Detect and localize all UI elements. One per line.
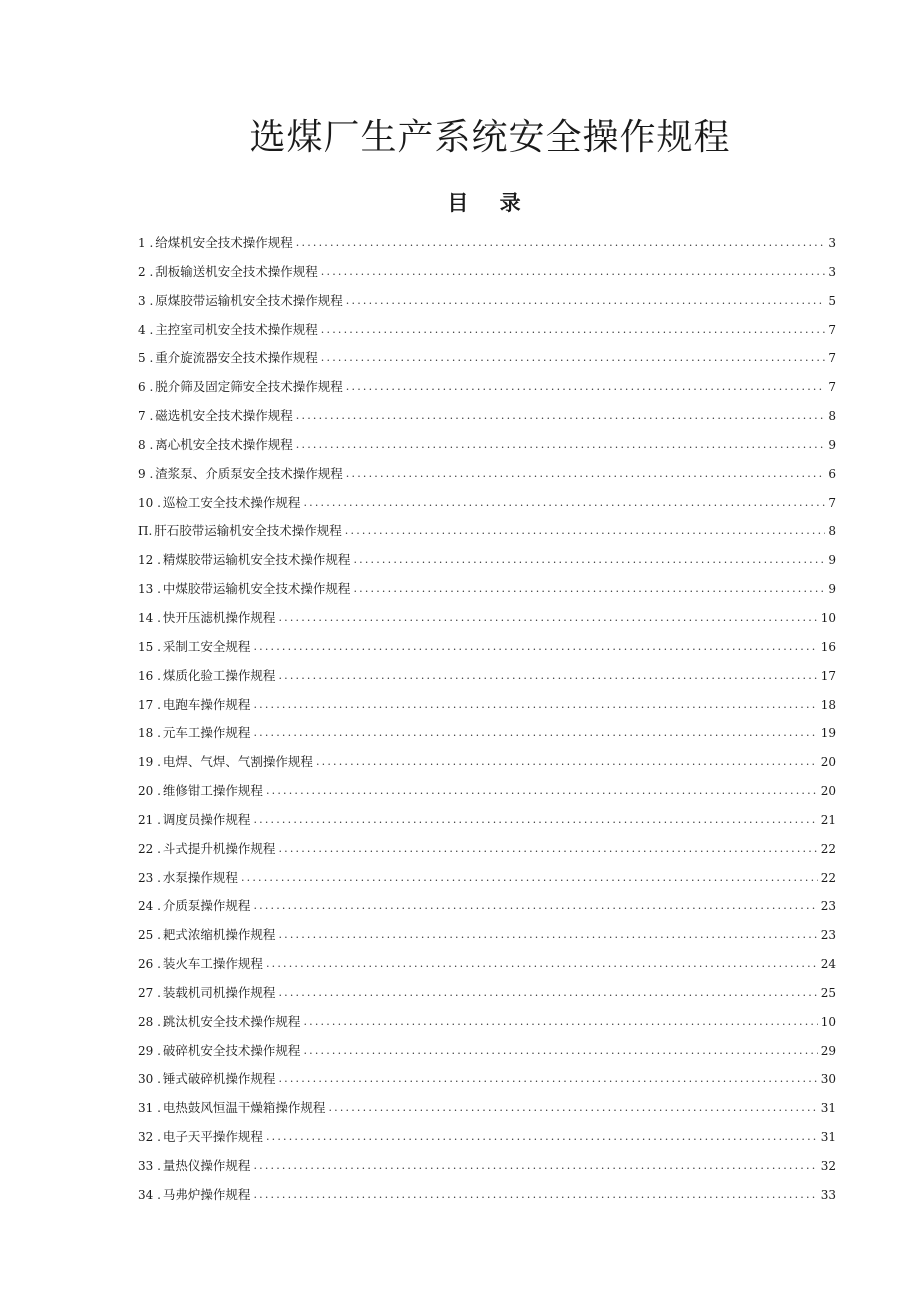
toc-entry-title: 原煤胶带运输机安全技术操作规程 bbox=[155, 292, 343, 308]
toc-entry[interactable] bbox=[138, 1181, 836, 1210]
toc-entry-page-number: 23 bbox=[820, 899, 836, 914]
toc-entry[interactable] bbox=[138, 1094, 836, 1123]
toc-entry-title: 重介旋流器安全技术操作规程 bbox=[155, 350, 318, 366]
toc-entry-number: 13 bbox=[138, 582, 154, 597]
toc-dot-leader bbox=[253, 1181, 817, 1210]
toc-entry-title: 主控室司机安全技术操作规程 bbox=[155, 321, 318, 337]
toc-entry-page-number: 17 bbox=[820, 668, 836, 683]
toc-entry-page-number: 8 bbox=[828, 409, 836, 424]
toc-entry-title: 电热鼓风恒温干燥箱操作规程 bbox=[162, 1100, 326, 1116]
toc-dot-leader bbox=[266, 1123, 818, 1152]
toc-entry-page-number: 18 bbox=[820, 697, 836, 712]
toc-entry[interactable] bbox=[138, 517, 836, 546]
toc-entry-title: 快开压滤机操作规程 bbox=[162, 609, 276, 625]
toc-dot-leader bbox=[241, 864, 818, 893]
toc-entry[interactable] bbox=[138, 344, 836, 373]
toc-entry[interactable] bbox=[138, 1008, 836, 1037]
toc-entry-number: 25 bbox=[138, 928, 154, 943]
toc-entry-title: 元车工操作规程 bbox=[162, 725, 251, 741]
toc-entry-separator: . bbox=[145, 409, 154, 424]
toc-entry-number: 15 bbox=[138, 639, 154, 654]
toc-dot-leader bbox=[278, 662, 817, 691]
toc-dot-leader bbox=[278, 835, 817, 864]
toc-dot-leader bbox=[353, 575, 825, 604]
toc-dot-leader bbox=[253, 691, 817, 720]
toc-entry-page-number: 7 bbox=[828, 380, 836, 395]
toc-dot-leader bbox=[345, 517, 826, 546]
toc-entry[interactable] bbox=[138, 287, 836, 316]
toc-entry-number: 18 bbox=[138, 726, 154, 741]
toc-heading: 目 录 bbox=[447, 191, 533, 215]
toc-entry-page-number: 8 bbox=[828, 524, 836, 539]
toc-entry-title: 马弗炉操作规程 bbox=[162, 1186, 251, 1202]
toc-entry-title: 介质泵操作规程 bbox=[162, 898, 251, 914]
toc-dot-leader bbox=[328, 1094, 817, 1123]
toc-dot-leader bbox=[278, 921, 817, 950]
toc-entry-page-number: 9 bbox=[828, 582, 836, 597]
toc-entry-separator: . bbox=[153, 985, 161, 1000]
toc-dot-leader bbox=[296, 402, 826, 431]
toc-entry-page-number: 9 bbox=[828, 553, 836, 568]
toc-entry-separator: . bbox=[145, 351, 154, 366]
toc-dot-leader bbox=[296, 229, 826, 258]
toc-entry-separator: . bbox=[153, 755, 161, 770]
toc-entry-title: 脱介筛及固定筛安全技术操作规程 bbox=[155, 379, 343, 395]
toc-entry[interactable] bbox=[138, 258, 836, 287]
toc-entry-page-number: 31 bbox=[820, 1130, 836, 1145]
toc-entry[interactable] bbox=[138, 864, 836, 893]
toc-entry-number: 10 bbox=[138, 495, 154, 510]
toc-entry-page-number: 7 bbox=[828, 351, 836, 366]
toc-entry-separator: . bbox=[153, 553, 161, 568]
toc-entry-number: 31 bbox=[138, 1101, 154, 1116]
toc-entry-number: 21 bbox=[138, 812, 154, 827]
toc-entry-title: 给煤机安全技术操作规程 bbox=[155, 235, 293, 250]
toc-entry[interactable] bbox=[138, 748, 836, 777]
toc-entry-title: 巡检工安全技术操作规程 bbox=[162, 494, 301, 510]
toc-entry-title: 中煤胶带运输机安全技术操作规程 bbox=[162, 581, 351, 597]
toc-dot-leader bbox=[266, 777, 818, 806]
toc-dot-leader bbox=[321, 316, 826, 345]
toc-dot-leader bbox=[253, 719, 817, 748]
toc-entry-separator: . bbox=[153, 582, 161, 597]
toc-entry-page-number: 24 bbox=[820, 957, 836, 972]
toc-entry-separator: . bbox=[153, 610, 161, 625]
toc-dot-leader bbox=[346, 373, 826, 402]
toc-dot-leader bbox=[346, 460, 826, 489]
toc-entry[interactable] bbox=[138, 489, 836, 518]
toc-entry-page-number: 3 bbox=[828, 236, 836, 250]
document-title: 选煤厂生产系统安全操作规程 bbox=[249, 117, 731, 158]
toc-entry-separator: . bbox=[153, 495, 161, 510]
toc-entry-title: 量热仪操作规程 bbox=[162, 1158, 251, 1173]
toc-entry-title: 渣浆泵、介质泵安全技术操作规程 bbox=[155, 465, 343, 481]
toc-entry-page-number: 23 bbox=[820, 928, 836, 943]
toc-entry-page-number: 20 bbox=[820, 755, 836, 770]
toc-entry-number: 1 bbox=[138, 236, 146, 250]
toc-entry-title: 斗式提升机操作规程 bbox=[162, 840, 276, 856]
toc-entry-separator: . bbox=[153, 1043, 161, 1058]
toc-entry-number: Π. bbox=[138, 524, 153, 539]
toc-entry[interactable] bbox=[138, 633, 836, 662]
toc-entry-title: 离心机安全技术操作规程 bbox=[155, 436, 293, 452]
toc-entry-title: 煤质化验工操作规程 bbox=[162, 667, 276, 683]
toc-entry-title: 调度员操作规程 bbox=[162, 811, 251, 827]
toc-entry-number: 17 bbox=[138, 697, 154, 712]
toc-entry-title: 采制工安全规程 bbox=[162, 638, 251, 654]
toc-dot-leader bbox=[353, 546, 825, 575]
toc-entry[interactable] bbox=[138, 691, 836, 720]
toc-entry-separator: . bbox=[145, 322, 154, 337]
toc-entry-separator: . bbox=[153, 1101, 161, 1116]
toc-entry-separator: . bbox=[145, 264, 154, 279]
toc-dot-leader bbox=[303, 489, 825, 518]
toc-entry-page-number: 22 bbox=[820, 841, 836, 856]
toc-entry-number: 2 bbox=[138, 264, 146, 279]
toc-entry-number: 7 bbox=[138, 409, 146, 424]
toc-entry-page-number: 29 bbox=[820, 1043, 836, 1058]
toc-entry-page-number: 7 bbox=[828, 495, 836, 510]
toc-entry[interactable] bbox=[138, 950, 836, 979]
toc-entry-separator: . bbox=[153, 841, 161, 856]
toc-entry[interactable] bbox=[138, 662, 836, 691]
toc-entry-number: 32 bbox=[138, 1130, 154, 1145]
toc-entry-number: 6 bbox=[138, 380, 146, 395]
toc-entry-separator: . bbox=[145, 236, 154, 250]
toc-dot-leader bbox=[278, 1065, 817, 1094]
toc-entry-number: 16 bbox=[138, 668, 154, 683]
toc-entry-title: 磁选机安全技术操作规程 bbox=[155, 408, 293, 424]
toc-entry[interactable] bbox=[138, 719, 836, 748]
toc-entry-number: 8 bbox=[138, 437, 146, 452]
toc-entry-separator: . bbox=[145, 293, 154, 308]
toc-entry-separator: . bbox=[153, 726, 161, 741]
toc-dot-leader bbox=[321, 344, 826, 373]
toc-entry-number: 14 bbox=[138, 610, 154, 625]
toc-entry-number: 4 bbox=[138, 322, 146, 337]
toc-entry-page-number: 31 bbox=[820, 1101, 836, 1116]
toc-entry[interactable] bbox=[138, 806, 836, 835]
toc-entry-page-number: 10 bbox=[820, 1014, 836, 1029]
toc-dot-leader bbox=[278, 604, 817, 633]
toc-dot-leader bbox=[316, 748, 818, 777]
toc-entry-page-number: 32 bbox=[820, 1159, 836, 1173]
toc-dot-leader bbox=[303, 1008, 817, 1037]
toc-entry-number: 20 bbox=[138, 784, 154, 799]
toc-entry-separator: . bbox=[153, 697, 161, 712]
toc-entry-separator: . bbox=[153, 1187, 161, 1202]
toc-entry-title: 耙式浓缩机操作规程 bbox=[162, 927, 276, 943]
toc-entry-title: 刮板输送机安全技术操作规程 bbox=[155, 263, 318, 279]
toc-entry-separator: . bbox=[153, 1130, 161, 1145]
toc-entry-separator: . bbox=[153, 957, 161, 972]
toc-entry-separator: . bbox=[153, 1014, 161, 1029]
toc-entry-page-number: 9 bbox=[828, 437, 836, 452]
toc-entry-number: 5 bbox=[138, 351, 146, 366]
toc-entry-page-number: 30 bbox=[820, 1072, 836, 1087]
toc-entry-title: 精煤胶带运输机安全技术操作规程 bbox=[162, 552, 351, 568]
toc-entry-title: 锤式破碎机操作规程 bbox=[162, 1071, 276, 1087]
toc-entry-number: 24 bbox=[138, 899, 154, 914]
toc-entry[interactable] bbox=[138, 546, 836, 575]
toc-entry-title: 肝石胶带运输机安全技术操作规程 bbox=[154, 523, 342, 539]
toc-dot-leader bbox=[253, 633, 817, 662]
toc-entry-number: 26 bbox=[138, 957, 154, 972]
toc-entry-separator: . bbox=[153, 928, 161, 943]
toc-entry[interactable] bbox=[138, 575, 836, 604]
toc-dot-leader bbox=[346, 287, 826, 316]
toc-entry[interactable] bbox=[138, 1123, 836, 1152]
toc-dot-leader bbox=[278, 979, 817, 1008]
toc-dot-leader bbox=[303, 1037, 817, 1066]
toc-entry-number: 29 bbox=[138, 1043, 154, 1058]
toc-entry[interactable] bbox=[138, 835, 836, 864]
toc-dot-leader bbox=[253, 892, 817, 921]
toc-entry[interactable] bbox=[138, 1152, 836, 1181]
toc-entry-page-number: 22 bbox=[820, 870, 836, 885]
toc-entry-title: 维修钳工操作规程 bbox=[162, 783, 263, 799]
toc-entry-page-number: 3 bbox=[828, 264, 836, 279]
toc-entry[interactable] bbox=[138, 373, 836, 402]
toc-dot-leader bbox=[253, 1152, 817, 1181]
toc-entry[interactable] bbox=[138, 604, 836, 633]
toc-entry-number: 19 bbox=[138, 755, 154, 770]
toc-entry-separator: . bbox=[153, 639, 161, 654]
toc-entry-number: 12 bbox=[138, 553, 154, 568]
toc-entry-separator: . bbox=[145, 380, 154, 395]
toc-entry-title: 水泵操作规程 bbox=[162, 869, 238, 885]
toc-entry[interactable] bbox=[138, 229, 836, 258]
toc-entry-page-number: 21 bbox=[820, 812, 836, 827]
toc-entry[interactable] bbox=[138, 1037, 836, 1066]
toc-entry-number: 30 bbox=[138, 1072, 154, 1087]
toc-entry-title: 跳汰机安全技术操作规程 bbox=[162, 1013, 301, 1029]
toc-entry[interactable] bbox=[138, 1065, 836, 1094]
toc-entry-title: 电跑车操作规程 bbox=[162, 696, 251, 712]
toc-entry-separator: . bbox=[153, 812, 161, 827]
toc-entry-page-number: 20 bbox=[820, 784, 836, 799]
toc-entry-number: 22 bbox=[138, 841, 154, 856]
toc-entry-page-number: 33 bbox=[820, 1187, 836, 1202]
toc-entry[interactable] bbox=[138, 921, 836, 950]
toc-entry-page-number: 16 bbox=[820, 639, 836, 654]
toc-entry-page-number: 7 bbox=[828, 322, 836, 337]
toc-dot-leader bbox=[266, 950, 818, 979]
toc-entry-number: 3 bbox=[138, 293, 146, 308]
toc-entry-separator: . bbox=[145, 466, 154, 481]
toc-entry-number: 23 bbox=[138, 870, 154, 885]
toc-entry-separator: . bbox=[153, 784, 161, 799]
toc-entry[interactable] bbox=[138, 460, 836, 489]
toc-entry[interactable] bbox=[138, 316, 836, 345]
toc-entry-title: 破碎机安全技术操作规程 bbox=[162, 1042, 301, 1058]
toc-entry-separator: . bbox=[153, 870, 161, 885]
toc-entry[interactable] bbox=[138, 431, 836, 460]
toc-entry-number: 27 bbox=[138, 985, 154, 1000]
table-of-contents bbox=[138, 229, 836, 1210]
toc-entry-separator: . bbox=[153, 668, 161, 683]
toc-entry-separator: . bbox=[153, 1159, 161, 1173]
toc-entry-title: 装火车工操作规程 bbox=[162, 956, 263, 972]
toc-entry-separator: . bbox=[153, 899, 161, 914]
toc-entry-page-number: 25 bbox=[820, 985, 836, 1000]
toc-dot-leader bbox=[253, 806, 817, 835]
toc-entry-page-number: 6 bbox=[828, 466, 836, 481]
toc-entry-title: 电焊、气焊、气割操作规程 bbox=[162, 754, 313, 770]
toc-entry-number: 9 bbox=[138, 466, 146, 481]
toc-entry[interactable] bbox=[138, 979, 836, 1008]
toc-entry-title: 电子天平操作规程 bbox=[162, 1129, 263, 1145]
toc-entry[interactable] bbox=[138, 892, 836, 921]
toc-entry-number: 33 bbox=[138, 1159, 154, 1173]
toc-entry-number: 34 bbox=[138, 1187, 154, 1202]
toc-entry-page-number: 19 bbox=[820, 726, 836, 741]
toc-entry[interactable] bbox=[138, 402, 836, 431]
toc-entry-page-number: 10 bbox=[820, 610, 836, 625]
toc-entry-title: 装载机司机操作规程 bbox=[162, 984, 276, 1000]
toc-entry-separator: . bbox=[153, 1072, 161, 1087]
toc-entry-separator: . bbox=[145, 437, 154, 452]
toc-entry-number: 28 bbox=[138, 1014, 154, 1029]
toc-entry[interactable] bbox=[138, 777, 836, 806]
toc-dot-leader bbox=[296, 431, 826, 460]
toc-entry-page-number: 5 bbox=[828, 293, 836, 308]
toc-dot-leader bbox=[321, 258, 826, 287]
